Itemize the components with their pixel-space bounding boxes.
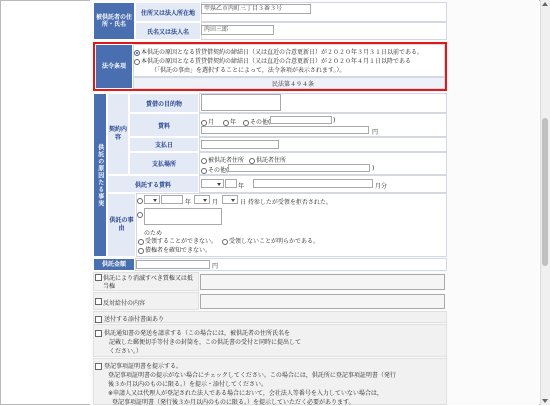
- chevron-down-icon: [217, 183, 221, 186]
- payplace-radio-depositor[interactable]: [249, 158, 255, 164]
- reason-year-unit: 年: [185, 199, 192, 206]
- registry-line-5: 登記事項証明書（発行後３か月以内のものに限る。）を提示していただく必要があります。: [112, 399, 355, 406]
- rent-option-other-text: その他(: [250, 119, 271, 126]
- deposit-month-unit: 月分: [375, 183, 388, 190]
- reason-option-refuse-text: 受領しないことが明らかである。: [229, 238, 320, 245]
- law-option-2-text: 本供託の原因となる賃貸借契約の締結日（又は直近の合意更新日）が２０２０年４月１日以降である: [141, 58, 412, 65]
- reason-month-select[interactable]: [194, 195, 210, 204]
- payplace-option-depositee-text: 被供託者住所: [208, 157, 245, 164]
- highlight-box: [93, 42, 447, 91]
- rent-option-other[interactable]: [243, 117, 270, 126]
- reason-radio-for[interactable]: [137, 211, 144, 218]
- rent-option-month-text: 月: [208, 119, 215, 126]
- reason-option-unknown-text: 債権者を確知できない。: [145, 247, 212, 254]
- reason-label: 供託の事由: [107, 193, 136, 257]
- rent-radio-month[interactable]: [201, 120, 207, 126]
- reason-radio-refuse[interactable]: [222, 239, 228, 245]
- reason-day-text: 日 持参したが受領を拒否された。: [240, 199, 332, 206]
- registry-line-3: 後３か月以内のものに限る。）を提示・添付してください。: [108, 381, 268, 388]
- reason-radio-presented[interactable]: [137, 197, 144, 204]
- paydate-label: 支払日: [129, 137, 199, 152]
- target-textarea[interactable]: [201, 94, 281, 111]
- rent-option-month[interactable]: [201, 117, 214, 126]
- attachment-label: 送付する添付書面あり: [104, 316, 165, 323]
- reason-radio-unknown[interactable]: [138, 248, 144, 254]
- reason-radio-1[interactable]: [137, 198, 143, 204]
- target-label: 賃借の目的物: [129, 93, 199, 113]
- rent-option-year[interactable]: [223, 117, 236, 126]
- chevron-down-icon: [153, 199, 157, 202]
- rent-option-year-text: 年: [230, 119, 237, 126]
- name-label: 氏名又は法人名: [135, 22, 201, 40]
- paydate-input[interactable]: [201, 140, 279, 149]
- reason-option-cannot[interactable]: [138, 236, 217, 245]
- attachment-cb[interactable]: [95, 316, 102, 323]
- law-article-text: 民法第４９４条: [272, 81, 315, 88]
- deposit-year-unit: 年: [238, 183, 245, 190]
- extinct-cb[interactable]: [95, 274, 102, 281]
- registry-label: 登記事項証明書を提示する。: [104, 363, 183, 370]
- reason-day-select[interactable]: [222, 195, 238, 204]
- reason-radio-cannot[interactable]: [138, 239, 144, 245]
- chevron-down-icon: [203, 199, 207, 202]
- registry-checkbox[interactable]: [95, 361, 182, 370]
- law-option-1-text: 本供託の原因となる賃貸借契約の締結日（又は直近の合意更新日）が２０２０年３月３１日以前である。: [141, 49, 424, 56]
- chevron-down-icon: [231, 199, 235, 202]
- cause-heading: 供託の原因たる事実: [93, 93, 107, 257]
- extinct-label: 供託により消滅すべき質権又は抵当権: [103, 275, 193, 290]
- address-label: 住所又は法人所在地: [135, 2, 201, 22]
- payplace-option-depositee[interactable]: [201, 155, 244, 164]
- rent-radio-other[interactable]: [243, 120, 249, 126]
- contract-label: 契約内容: [107, 93, 129, 175]
- attachment-checkbox[interactable]: [95, 314, 164, 323]
- rent-other-input[interactable]: [270, 116, 332, 124]
- payplace-option-depositor[interactable]: [249, 155, 286, 164]
- notice-label: 供託通知書の発送を請求する（この場合には，被供託者の住所氏名を: [104, 330, 291, 337]
- rent-amount-input[interactable]: [201, 126, 369, 134]
- registry-line-4: ※申請人又は代理人が登記された法人である場合において，会社法人等番号を入力していない場合は，: [108, 390, 383, 397]
- reason-radio-2[interactable]: [137, 212, 143, 218]
- deposit-month-input[interactable]: [253, 179, 373, 188]
- extinct-textarea[interactable]: [200, 274, 445, 290]
- reason-option-cannot-text: 受領することができない。: [145, 238, 218, 245]
- payplace-option-other-text: その他(: [208, 167, 229, 174]
- amount-unit: 円: [212, 263, 219, 270]
- registry-cb[interactable]: [95, 363, 102, 370]
- deposit-year-input[interactable]: [225, 179, 237, 188]
- payplace-other-input[interactable]: [228, 164, 370, 172]
- payplace-radio-other[interactable]: [201, 168, 207, 174]
- notice-line-2: 記載した郵便切手等付きの封筒を，この供託書の受付と同時に提出して: [109, 339, 302, 346]
- registry-line-2: 登記事項証明書の提示がない場合にチェックしてください。この場合には，供託所に登記事項証明書（発行: [108, 372, 396, 379]
- law-heading: 法令条項: [95, 44, 133, 89]
- reason-month-unit: 月: [212, 199, 219, 206]
- rent-label: 賃料: [129, 113, 199, 137]
- rent-radio-year[interactable]: [223, 120, 229, 126]
- deposit-era-select[interactable]: [201, 179, 224, 188]
- notice-cb[interactable]: [95, 330, 102, 337]
- vertical-scrollbar[interactable]: [540, 0, 550, 405]
- rent-yen-unit: 円: [372, 129, 379, 136]
- reason-for-text: のため: [144, 230, 163, 237]
- counter-label: 反対給付の内容: [103, 300, 146, 307]
- scroll-thumb[interactable]: [542, 118, 548, 266]
- amount-input[interactable]: [136, 260, 210, 269]
- name-input[interactable]: 丙田三郎: [201, 25, 274, 35]
- law-option-2-note: （「供託の事由」を選択することによって，法令条項が表示されます。）。: [151, 67, 346, 74]
- deposit-rent-label: 供託する賃料: [107, 175, 199, 193]
- payplace-option-depositor-text: 供託者住所: [256, 157, 287, 164]
- scroll-up-icon[interactable]: [542, 2, 548, 6]
- depositor-heading: 被供託者の住所・氏名: [93, 2, 135, 40]
- notice-line-3: ください。）: [109, 348, 143, 355]
- reason-textarea[interactable]: [144, 208, 222, 225]
- payplace-other-close: ): [372, 165, 375, 172]
- notice-checkbox[interactable]: [95, 328, 290, 337]
- reason-year-input[interactable]: [161, 195, 183, 204]
- rent-other-close: ): [333, 117, 336, 124]
- amount-heading: 供託金額: [93, 258, 135, 271]
- counter-textarea[interactable]: [200, 294, 445, 309]
- counter-cb[interactable]: [95, 298, 102, 305]
- reason-era-select[interactable]: [144, 195, 160, 204]
- payplace-label: 支払場所: [129, 152, 199, 175]
- payplace-radio-depositee[interactable]: [201, 158, 207, 164]
- reason-option-refuse[interactable]: [222, 236, 319, 245]
- reason-option-unknown[interactable]: [138, 245, 211, 254]
- payplace-option-other[interactable]: [201, 165, 228, 174]
- scroll-down-icon[interactable]: [542, 399, 548, 403]
- address-input[interactable]: 甲県乙市丙町三丁目３番３号: [201, 4, 311, 14]
